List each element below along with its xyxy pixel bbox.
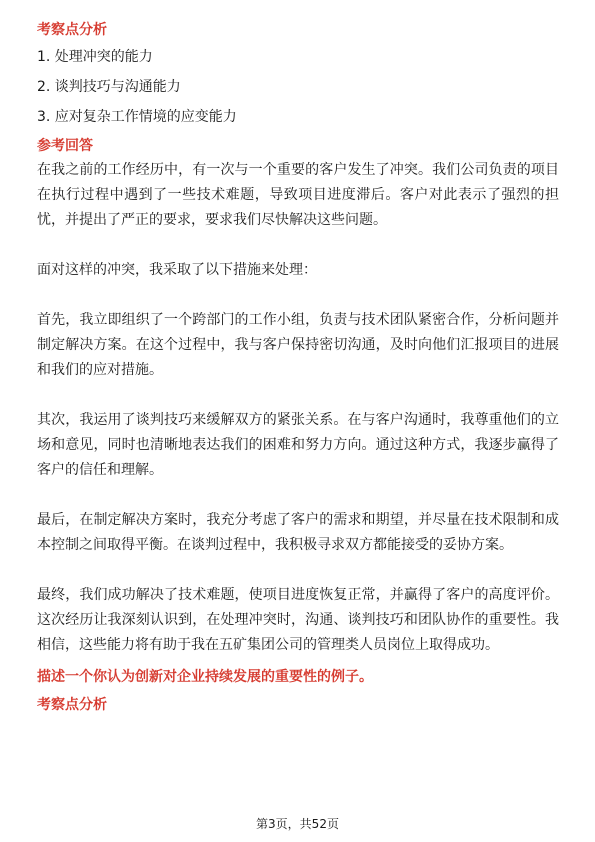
section-heading-answer: 参考回答: [37, 138, 93, 154]
document-page: [37, 20, 559, 715]
answer-paragraph-2: 面对这样的冲突，我采取了以下措施来处理：: [37, 262, 317, 278]
answer-paragraph-4: 其次，我运用了谈判技巧来缓解双方的紧张关系。在与客户沟通时，我尊重他们的立场和意见，同时也清晰地表达我们的困难和努力方向。通过这种方式，我逐步赢得了客户的信任和理解。: [37, 412, 559, 478]
answer-paragraph-3: 首先，我立即组织了一个跨部门的工作小组，负责与技术团队紧密合作，分析问题并制定解决方案。在这个过程中，我与客户保持密切沟通，及时向他们汇报项目的进展和我们的应对措施。: [37, 312, 559, 378]
next-section-heading-analysis: 考察点分析: [37, 697, 107, 713]
page-number: 第3页，共52页: [256, 817, 339, 831]
answer-paragraph-6: 最终，我们成功解决了技术难题，使项目进度恢复正常，并赢得了客户的高度评价。这次经历让我深刻认识到，在处理冲突时，沟通、谈判技巧和团队协作的重要性。我相信，这些能力将有助于我在五矿集团公司的管理类人员岗位上取得成功。: [37, 587, 559, 653]
analysis-item-3: 3. 应对复杂工作情境的应变能力: [37, 109, 237, 125]
answer-paragraph-5: 最后，在制定解决方案时，我充分考虑了客户的需求和期望，并尽量在技术限制和成本控制之间取得平衡。在谈判过程中，我积极寻求双方都能接受的妥协方案。: [37, 512, 559, 553]
section-heading-analysis: 考察点分析: [37, 22, 107, 38]
next-question-title: 描述一个你认为创新对企业持续发展的重要性的例子。: [37, 669, 373, 685]
answer-paragraph-1: 在我之前的工作经历中，有一次与一个重要的客户发生了冲突。我们公司负责的项目在执行过程中遇到了一些技术难题，导致项目进度滞后。客户对此表示了强烈的担忧，并提出了严正的要求，要求我们尽快解决这些问题。: [37, 162, 559, 228]
analysis-item-2: 2. 谈判技巧与沟通能力: [37, 79, 181, 95]
analysis-item-1: 1. 处理冲突的能力: [37, 49, 153, 65]
